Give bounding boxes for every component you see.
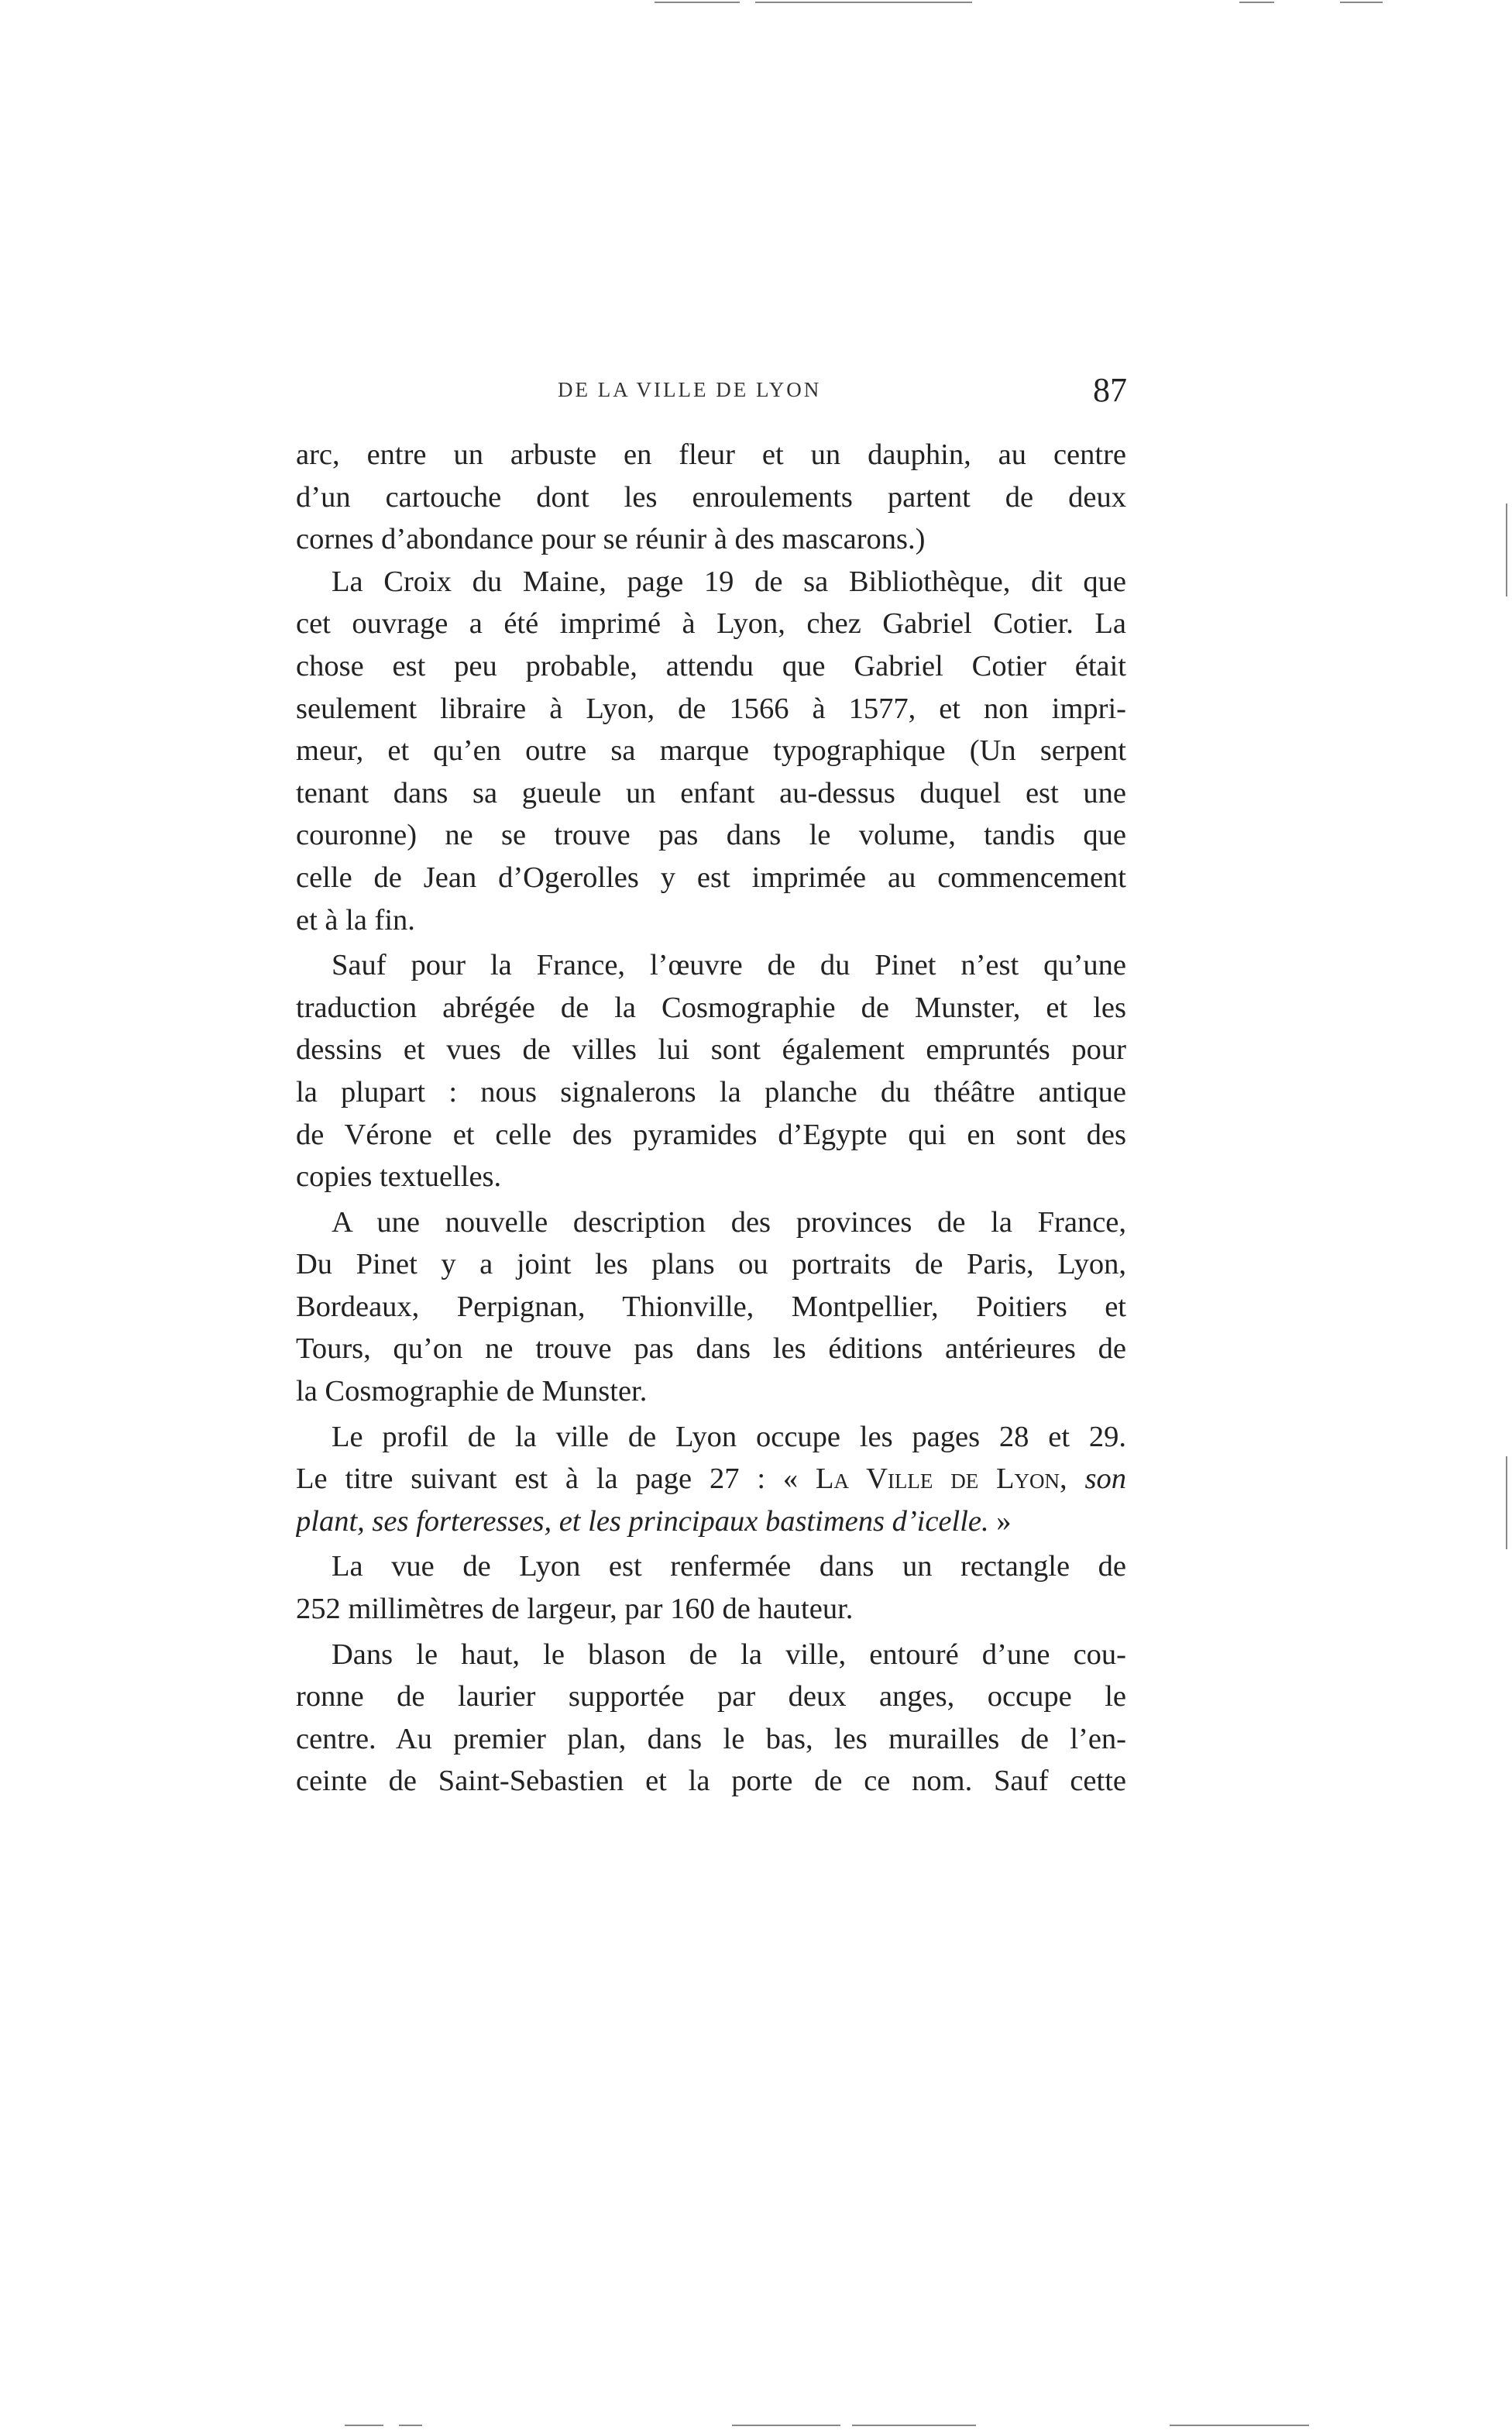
text-line: de Vérone et celle des pyramides d’Egypte qui en sont des bbox=[296, 1118, 1126, 1151]
text-line: chose est peu probable, attendu que Gabriel Cotier était bbox=[296, 649, 1126, 682]
title-italic: son bbox=[1067, 1462, 1126, 1496]
running-title: DE LA VILLE DE LYON bbox=[558, 378, 822, 401]
text-line: Dans le haut, le blason de la ville, entouré d’une cou- bbox=[332, 1638, 1126, 1671]
text-line: d’un cartouche dont les enroulements partent de deux bbox=[296, 480, 1126, 514]
text-line: copies textuelles. bbox=[296, 1160, 502, 1194]
text-line bbox=[296, 1500, 1126, 1543]
text-line: Sauf pour la France, l’œuvre de du Pinet n’est qu’une bbox=[332, 949, 1126, 982]
scan-edge-line bbox=[1506, 1456, 1507, 1549]
text-line: la plupart : nous signalerons la planche du théâtre antique bbox=[296, 1075, 1126, 1108]
text-line: 252 millimètres de largeur, par 160 de hauteur. bbox=[296, 1593, 854, 1626]
scan-edge-line bbox=[345, 2425, 383, 2426]
text-line: meur, et qu’en outre sa marque typographique (Un serpent bbox=[296, 734, 1126, 768]
running-header bbox=[298, 371, 1127, 424]
title-smallcaps: La Ville de Lyon, bbox=[815, 1462, 1067, 1496]
scan-edge-line bbox=[655, 2, 740, 3]
scan-edge-line bbox=[852, 2425, 976, 2426]
text-line: couronne) ne se trouve pas dans le volume, tandis que bbox=[296, 819, 1126, 852]
scan-edge-line bbox=[399, 2425, 422, 2426]
text-line: la Cosmographie de Munster. bbox=[296, 1375, 648, 1408]
body-text bbox=[296, 434, 1126, 1803]
text-run: » bbox=[988, 1504, 1012, 1538]
scan-edge-line bbox=[1506, 504, 1507, 596]
text-line bbox=[296, 1458, 1126, 1500]
text-line: ceinte de Saint-Sebastien et la porte de ce nom. Sauf cette bbox=[296, 1765, 1126, 1798]
text-line: Le profil de la ville de Lyon occupe les pages 28 et 29. bbox=[332, 1420, 1126, 1453]
title-italic: plant, ses forteresses, et les principaux bastimens d’icelle. bbox=[296, 1504, 989, 1538]
text-line: ronne de laurier supportée par deux anges, occupe le bbox=[296, 1680, 1126, 1713]
text-line: traduction abrégée de la Cosmographie de Munster, et les bbox=[296, 991, 1126, 1024]
text-line: dessins et vues de villes lui sont également empruntés pour bbox=[296, 1033, 1126, 1067]
scan-edge-line bbox=[755, 2, 972, 3]
text-line: centre. Au premier plan, dans le bas, les murailles de l’en- bbox=[296, 1722, 1126, 1755]
text-line: et à la fin. bbox=[296, 903, 415, 937]
scan-edge-line bbox=[1340, 2, 1383, 3]
text-line: Tours, qu’on ne trouve pas dans les éditions antérieures de bbox=[296, 1332, 1126, 1366]
text-line: celle de Jean d’Ogerolles y est imprimée au commencement bbox=[296, 861, 1126, 894]
text-line: tenant dans sa gueule un enfant au-dessus duquel est une bbox=[296, 776, 1126, 809]
text-line: seulement libraire à Lyon, de 1566 à 1577, et non impri- bbox=[296, 692, 1126, 725]
text-line: Du Pinet y a joint les plans ou portraits de Paris, Lyon, bbox=[296, 1248, 1126, 1281]
scan-edge-line bbox=[1239, 2, 1274, 3]
text-line: La Croix du Maine, page 19 de sa Bibliothèque, dit que bbox=[332, 565, 1126, 598]
text-line: A une nouvelle description des provinces de la France, bbox=[332, 1205, 1126, 1239]
page-number: 87 bbox=[1093, 371, 1127, 409]
text-line: La vue de Lyon est renfermée dans un rectangle de bbox=[332, 1550, 1126, 1583]
text-line: cornes d’abondance pour se réunir à des mascarons.) bbox=[296, 523, 926, 556]
text-line: Bordeaux, Perpignan, Thionville, Montpellier, Poitiers et bbox=[296, 1290, 1126, 1323]
text-line: cet ouvrage a été imprimé à Lyon, chez Gabriel Cotier. La bbox=[296, 607, 1126, 641]
text-run: Le titre suivant est à la page 27 : « bbox=[296, 1462, 816, 1496]
scan-edge-line bbox=[1170, 2425, 1309, 2426]
scan-edge-line bbox=[732, 2425, 840, 2426]
text-line: arc, entre un arbuste en fleur et un dauphin, au centre bbox=[296, 438, 1126, 471]
